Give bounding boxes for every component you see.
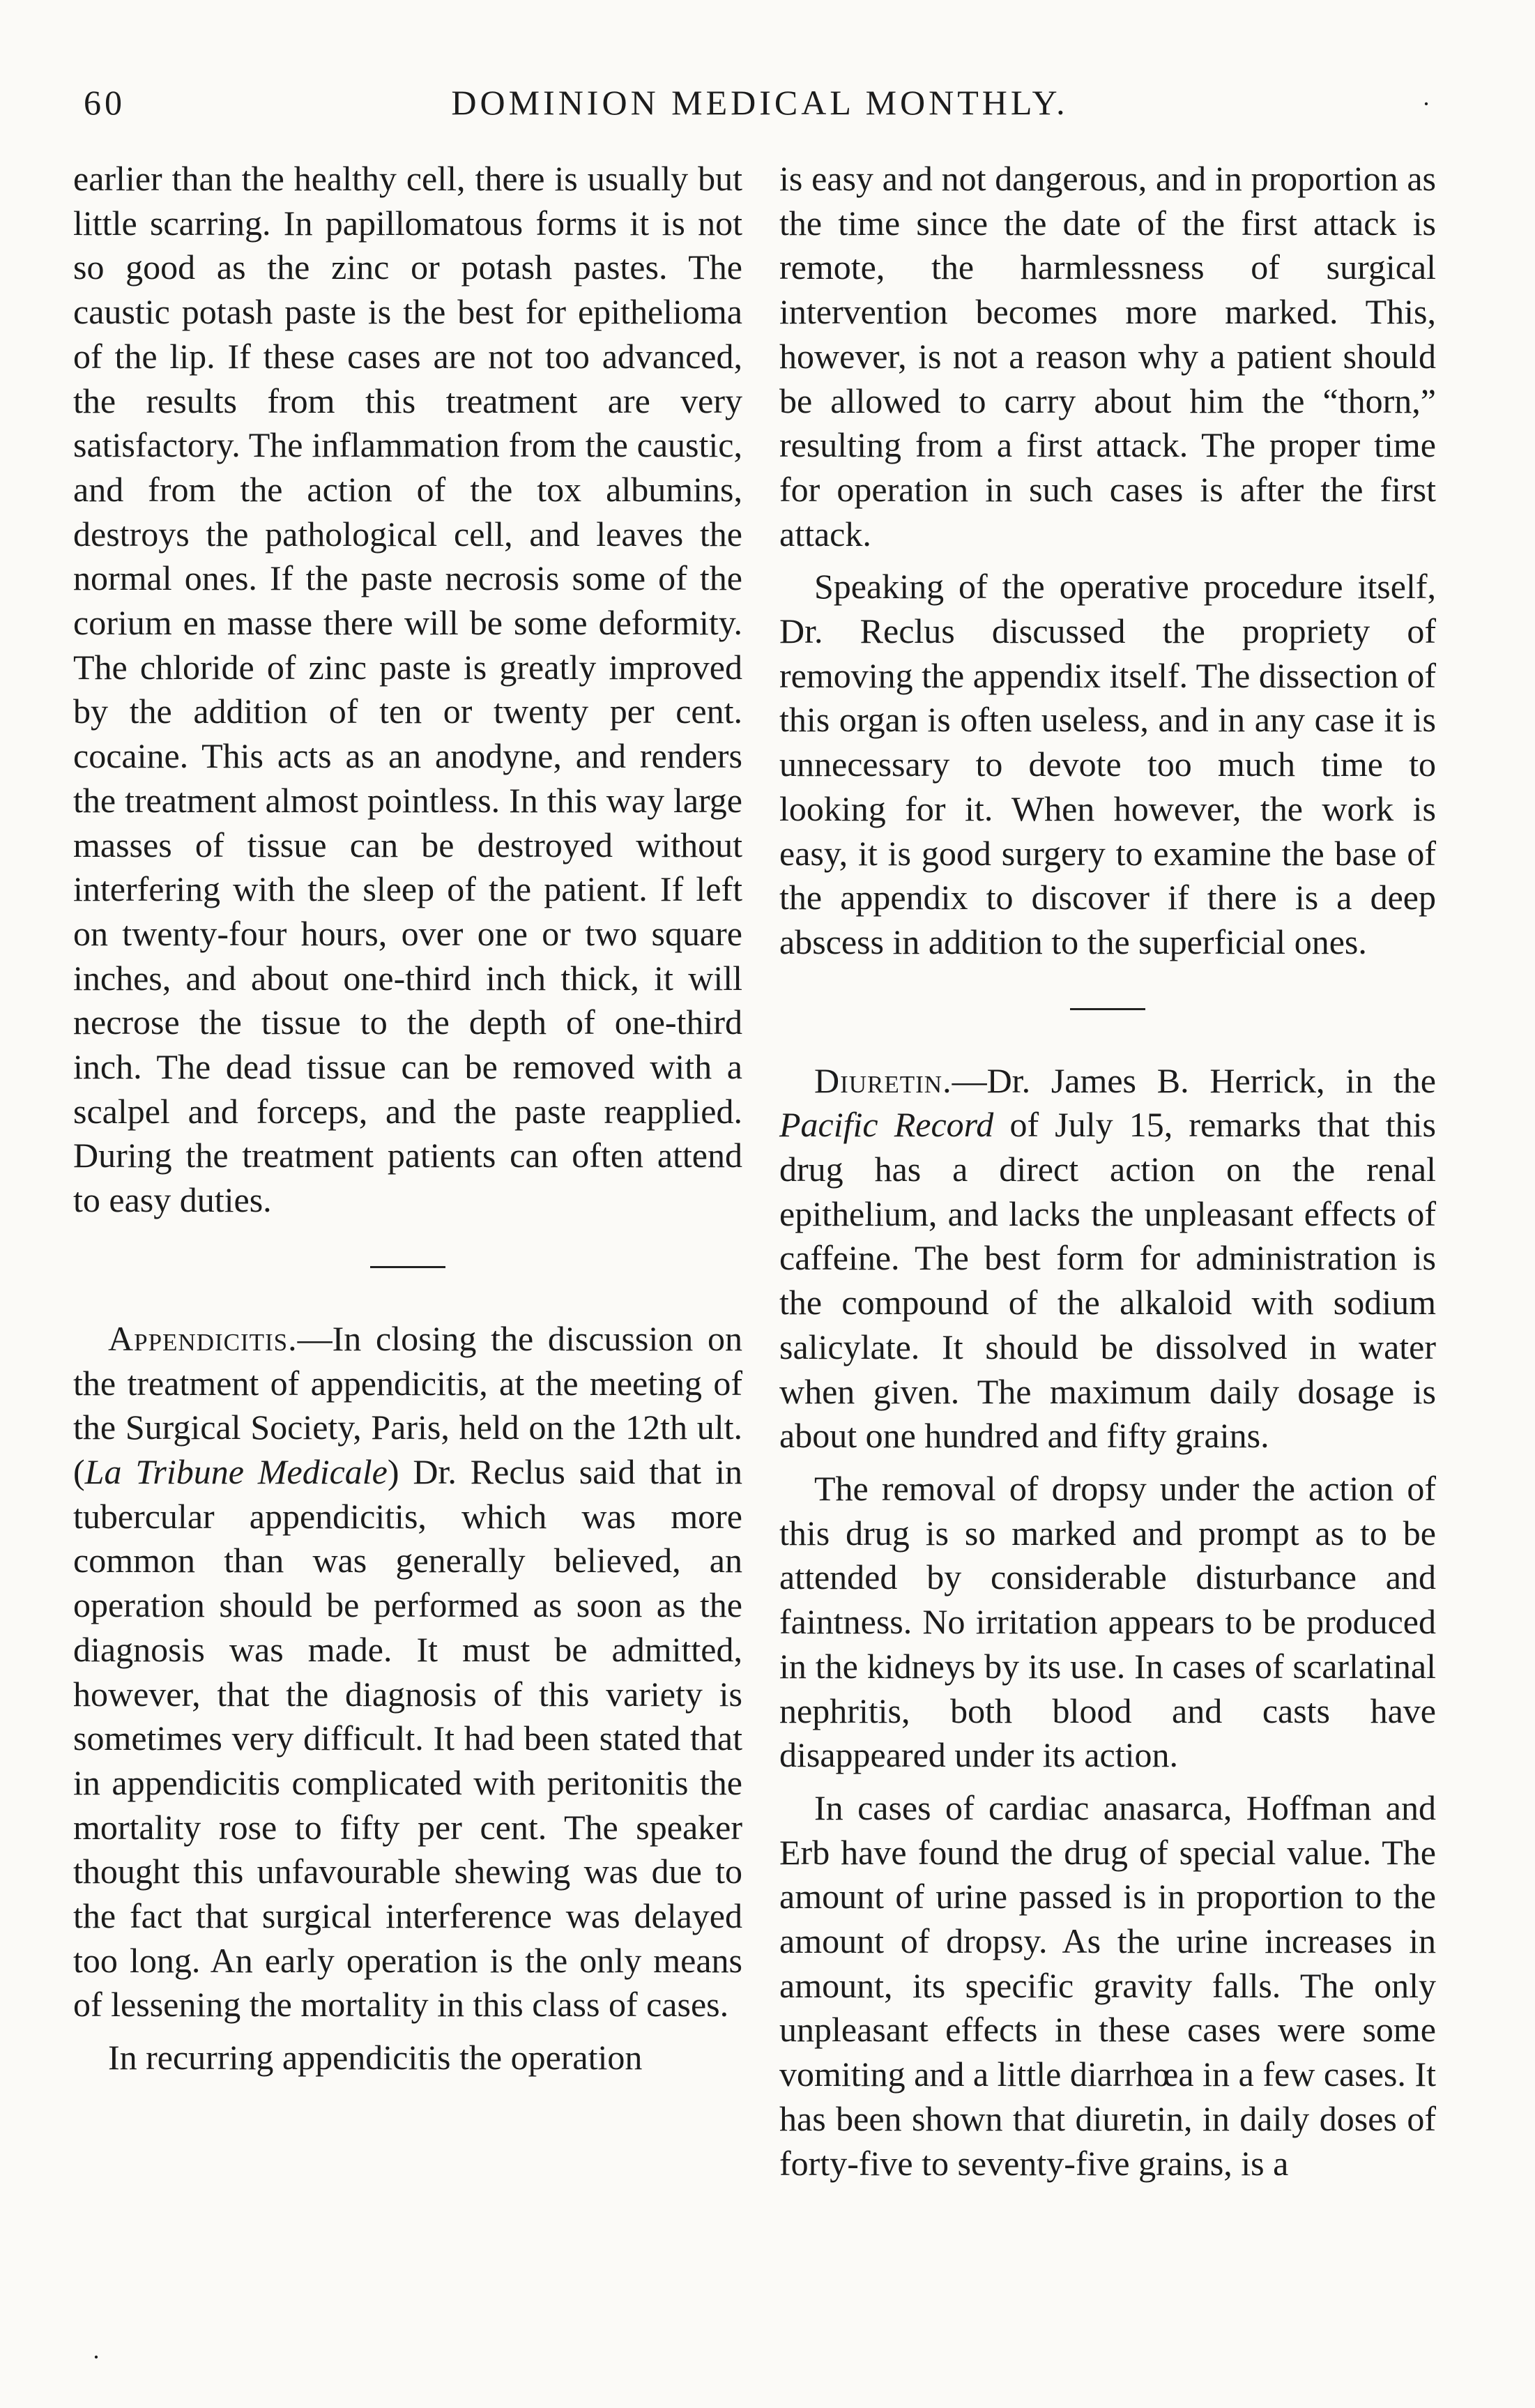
appendicitis-heading: Appendicitis. [108, 1318, 298, 1358]
right-column [779, 157, 1436, 2186]
dropsy-paragraph: The removal of dropsy under the action of this drug is so marked and prompt as to be attended by considerable disturbance and faintness. No irritation appears to be produced in the kidneys by its use. In cases of scarlatinal nephritis, both blood and casts have disappeared under its action. [779, 1468, 1436, 1775]
diuretin-heading: Diuretin. [814, 1060, 952, 1100]
operative-procedure-paragraph: Speaking of the operative procedure itself, Dr. Reclus discussed the propriety of removing the appendix itself. The dissection of this organ is often useless, and in any case it is unnecessary to devote too much time to looking for it. When however, the work is easy, it is good surgery to examine the base of the appendix to discover if there is a deep abscess in addition to the superficial ones. [779, 567, 1436, 961]
source-citation: La Tribune Medicale [84, 1451, 388, 1491]
recurring-paragraph: In recurring appendicitis the operation [108, 2038, 643, 2078]
print-speck: · [1422, 90, 1430, 118]
appendicitis-paragraph: Appendicitis.—In closing the discussion on the treatment of appendicitis, at the meeting of the Surgical Society, Paris, held on the 12th ult. (La Tribune Medicale) Dr. Reclus said that in tubercular appendicitis, which was more common than was generally believed, an operation should be performed as soon as the diagnosis was made. It must be admitted, however, that the diagnosis of this variety is sometimes very difficult. It had been stated that in appendicitis complicated with peritonitis the mortality rose to fifty per cent. The speaker thought this unfavourable shewing was due to the fact that surgical interference was delayed too long. An early operation is the only means of lessening the mortality in this class of cases. [73, 1318, 742, 2025]
section-divider [1070, 1008, 1145, 1010]
print-speck: · [92, 2343, 100, 2371]
cardiac-anasarca-paragraph: In cases of cardiac anasarca, Hoffman and Erb have found the drug of special value. The amount of urine passed is in proportion to the amount of dropsy. As the urine increases in amount, its specific gravity falls. The only unpleasant effects in these cases were some vomiting and a little diarrhœa in a few cases. It has been shown that diuretin, in daily doses of forty-five to seventy-five grains, is a [779, 1788, 1436, 2183]
page-header [84, 82, 1436, 131]
running-title: DOMINION MEDICAL MONTHLY. [451, 83, 1069, 122]
section-divider [370, 1266, 445, 1268]
page-number: 60 [84, 83, 125, 122]
operation-continuation-paragraph: is easy and not dangerous, and in proportion as the time since the date of the first attack is remote, the harmlessness of surgical intervention becomes more marked. This, however, is not a reason why a patient should be allowed to carry about him the “thorn,” resulting from a first attack. The proper time for operation in such cases is after the first attack. [779, 159, 1436, 554]
source-citation: Pacific Record [779, 1105, 994, 1145]
diuretin-paragraph: Diuretin.—Dr. James B. Herrick, in the Pacific Record of July 15, remarks that this drug has a direct action on the renal epithelium, and lacks the unpleasant effects of caffeine. The best form for administration is the compound of the alkaloid with sodium salicylate. It should be dissolved in water when given. The maximum daily dosage is about one hundred and fifty grains. [779, 1060, 1436, 1456]
left-column [73, 157, 742, 2080]
paste-treatment-paragraph: earlier than the healthy cell, there is usually but little scarring. In papillomatous forms it is not so good as the zinc or potash pastes. The caustic potash paste is the best for epithelioma of the lip. If these cases are not too advanced, the results from this treatment are very satisfactory. The inflammation from the caustic, and from the action of the tox albumins, destroys the pathological cell, and leaves the normal ones. If the paste necrosis some of the corium en masse there will be some deformity. The chloride of zinc paste is greatly improved by the addition of ten or twenty per cent. cocaine. This acts as an anodyne, and renders the treatment almost pointless. In this way large masses of tissue can be destroyed without interfering with the sleep of the patient. If left on twenty-four hours, over one or two square inches, and about one-third inch thick, it will necrose the tissue to the depth of one-third inch. The dead tissue can be removed with a scalpel and forceps, and the paste reapplied. During the treatment patients can often attend to easy duties. [73, 159, 742, 1220]
